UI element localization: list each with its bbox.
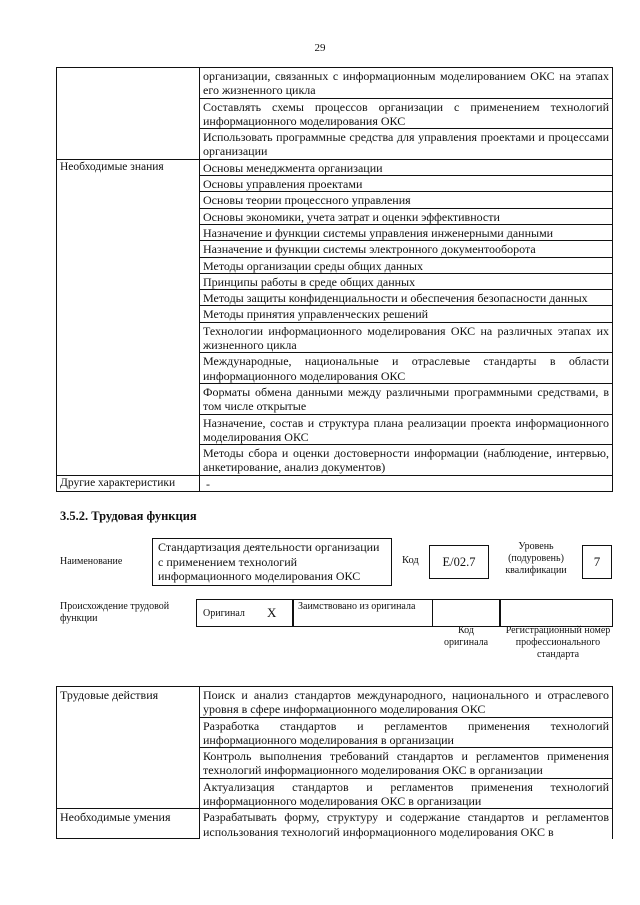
code-label: Код [402,555,419,566]
skill-row: Составлять схемы процессов организации с применением технологий информационного моделирования ОКС [200,98,612,129]
skill-row: организации, связанных с информационным моделированием ОКС на этапах его жизненного цикла [200,68,612,98]
registration-number-box [500,599,613,627]
knowledge-row: Технологии информационного моделирования ОКС на различных этапах их жизненного цикла [200,322,613,353]
skill-row: Использовать программные средства для управления проектами и процессами организации [200,129,612,159]
required-skill-row: Разрабатывать форму, структуру и содержание стандартов и регламентов использования технологий информационного моделирования ОКС в [200,809,613,839]
original-label: Оригинал [203,608,245,619]
other-characteristics-value: - [200,475,613,491]
registration-number-label: Регистрационный номер профессионального стандарта [505,625,611,660]
knowledge-row: Основы теории процессного управления [200,192,613,208]
knowledge-row: Назначение, состав и структура плана реализации проекта информационного моделирования ОКС [200,414,613,445]
page-number: 29 [314,42,326,54]
knowledge-row: Основы экономики, учета затрат и оценки эффективности [200,208,613,224]
continuation-cell [200,68,613,160]
knowledge-row: Методы сбора и оценки достоверности информации (наблюдение, интервью, анкетирование, анализ документов) [200,445,613,476]
name-label: Наименование [60,556,123,567]
original-mark: X [267,605,277,620]
qualification-level-box: 7 [582,545,612,579]
code-of-original-box [432,599,500,627]
knowledge-row: Основы управления проектами [200,176,613,192]
borrowed-box [293,599,433,627]
knowledge-row: Назначение и функции системы электронного документооборота [200,241,613,257]
function-code-box: E/02.7 [429,545,489,579]
labor-action-row: Актуализация стандартов и регламентов применения технологий информационного моделирования ОКС в организации [200,778,613,809]
knowledge-row: Принципы работы в среде общих данных [200,273,613,289]
borrowed-label: Заимствовано из оригинала [298,601,416,612]
labor-actions-table [56,686,613,839]
knowledge-row: Основы менеджмента организации [200,159,613,175]
knowledge-row: Международные, национальные и отраслевые стандарты в области информационного моделирования ОКС [200,353,613,384]
knowledge-label: Необходимые знания [57,159,200,475]
knowledge-table [56,67,613,492]
knowledge-row: Назначение и функции системы управления инженерными данными [200,224,613,240]
section-title: 3.5.2. Трудовая функция [60,509,197,523]
code-of-original-label: Код оригинала [443,625,489,648]
continuation-label-cell [57,68,200,160]
knowledge-row: Форматы обмена данными между различными программными средствами, в том числе открытые [200,383,613,414]
function-name-box: Стандартизация деятельности организации с применением технологий информационного моделирования ОКС [152,538,392,586]
qualification-level-label: Уровень (подуровень) квалификации [505,541,567,576]
origin-label: Происхождение трудовой функции [60,601,170,624]
original-box [196,599,293,627]
labor-action-row: Разработка стандартов и регламентов применения технологий информационного моделирования в организации [200,717,613,748]
knowledge-row: Методы защиты конфиденциальности и обеспечения безопасности данных [200,290,613,306]
knowledge-row: Методы принятия управленческих решений [200,306,613,322]
other-characteristics-label: Другие характеристики [57,475,200,491]
labor-action-row: Контроль выполнения требований стандартов и регламентов применения технологий информационного моделирования ОКС в организации [200,748,613,779]
knowledge-row: Методы организации среды общих данных [200,257,613,273]
labor-action-row: Поиск и анализ стандартов международного, национального и отраслевого уровня в сфере информационного моделирования ОКС [200,687,613,718]
required-skills-label: Необходимые умения [57,809,200,839]
labor-actions-label: Трудовые действия [57,687,200,809]
